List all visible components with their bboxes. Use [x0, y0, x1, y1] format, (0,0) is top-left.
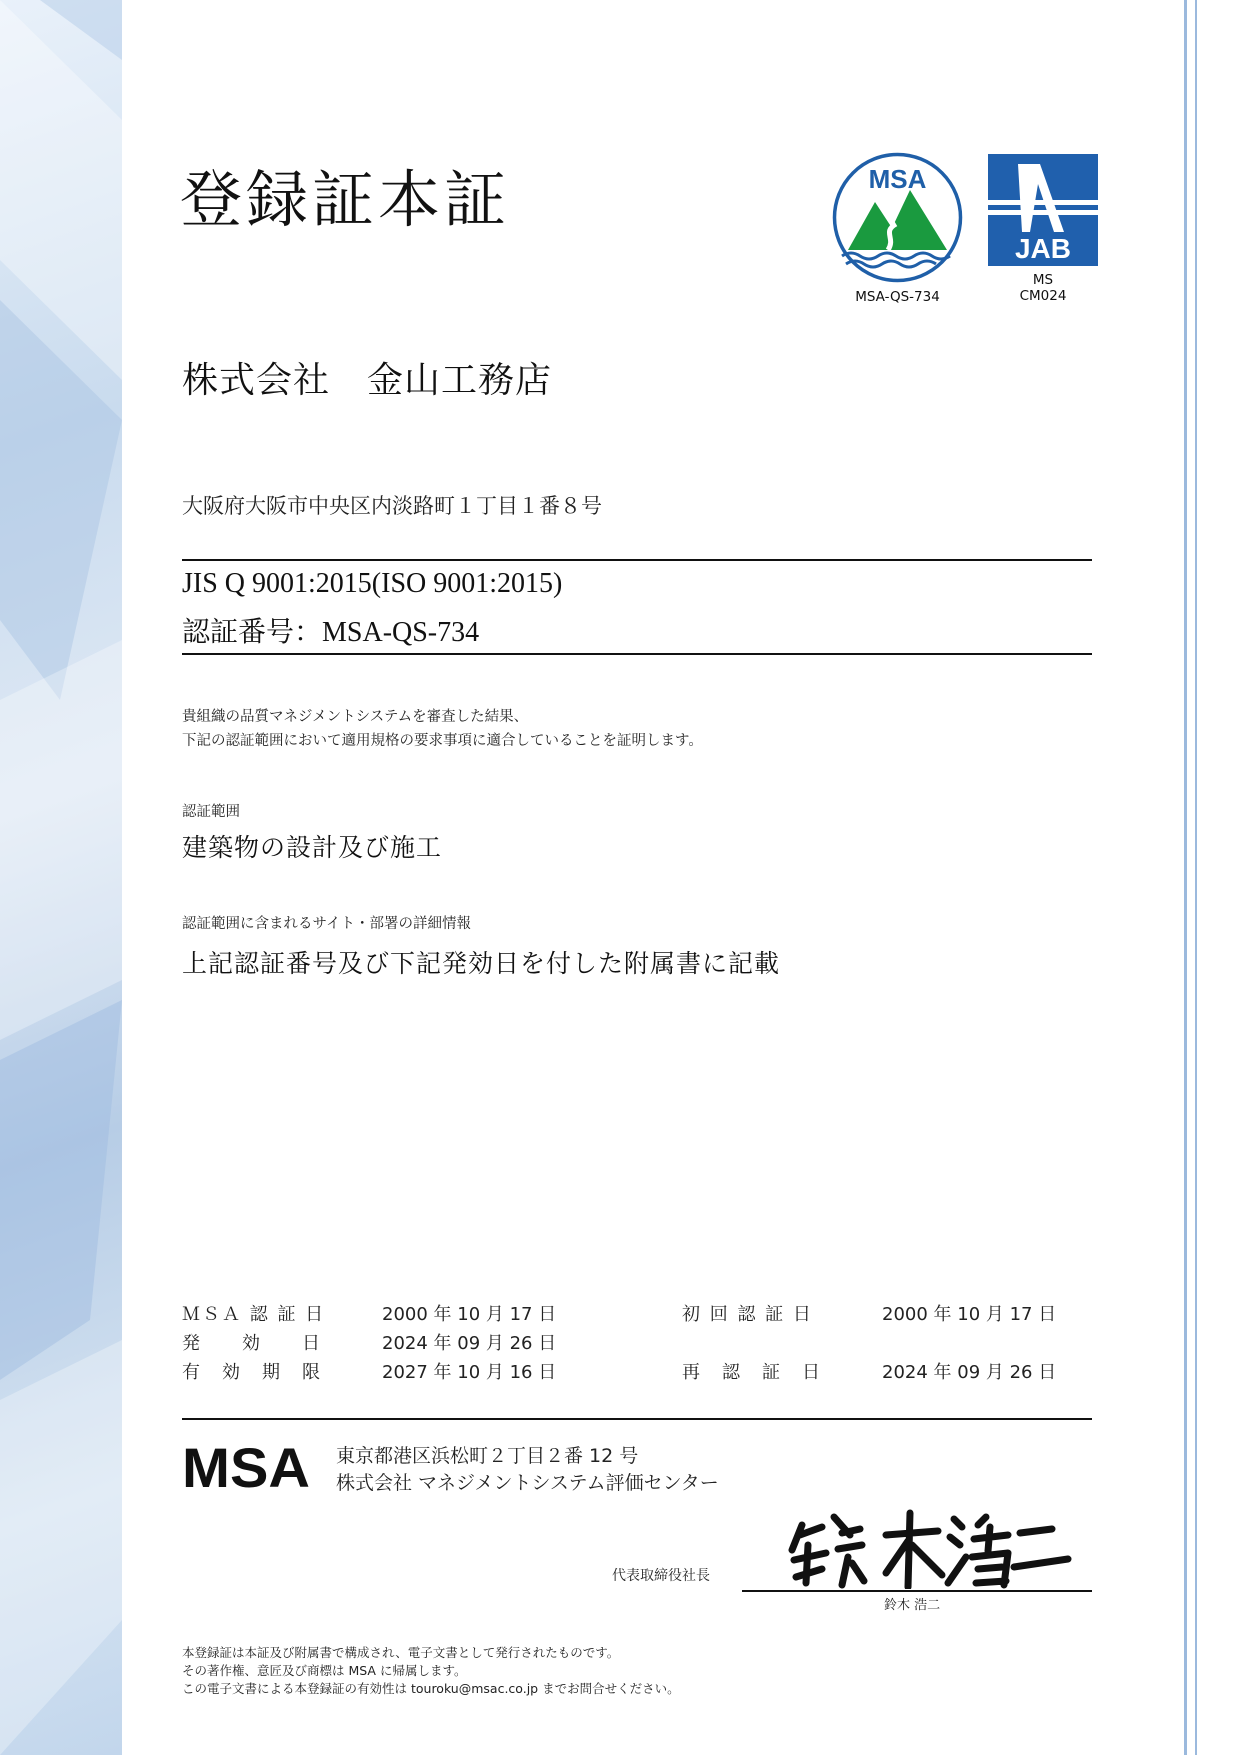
- jab-accreditation-logo: [988, 154, 1098, 304]
- divider: [182, 1418, 1092, 1420]
- scope-label: 認証範囲: [182, 804, 240, 820]
- decorative-side-band: [0, 0, 122, 1755]
- divider: [182, 653, 1092, 655]
- recert-date-value: 2024 年 09 月 26 日: [882, 1362, 1057, 1383]
- jab-logo-caption-1: MS: [1032, 272, 1054, 288]
- msa-cert-date-value: 2000 年 10 月 17 日: [382, 1304, 557, 1325]
- initial-cert-date-value: 2000 年 10 月 17 日: [882, 1304, 1057, 1325]
- jab-logo-text: JAB: [1014, 233, 1072, 264]
- detail-text: 上記認証番号及び下記発効日を付した附属書に記載: [182, 949, 781, 978]
- footer-note-2: その著作権、意匠及び商標は MSA に帰属します。: [182, 1663, 467, 1678]
- issuer-logo: [182, 1441, 312, 1497]
- footer-note-1: 本登録証は本証及び附属書で構成され、電子文書として発行されたものです。: [182, 1645, 620, 1660]
- effective-date-label: 発 効 日: [182, 1333, 322, 1354]
- issuer-name: 株式会社 マネジメントシステム評価センター: [336, 1472, 719, 1494]
- effective-date-value: 2024 年 09 月 26 日: [382, 1333, 557, 1354]
- standard-title: JIS Q 9001:2015(ISO 9001:2015): [182, 568, 563, 599]
- signature-line: [742, 1590, 1092, 1592]
- statement-line-2: 下記の認証範囲において適用規格の要求事項に適合していることを証明します。: [182, 733, 703, 749]
- msa-cert-date-label: ＭＳＡ 認 証 日: [182, 1304, 326, 1325]
- recert-date-label: 再 認 証 日: [682, 1362, 822, 1383]
- certificate-number: 認証番号：MSA-QS-734: [182, 617, 480, 648]
- issuer-address: 東京都港区浜松町２丁目２番 12 号: [336, 1445, 639, 1467]
- detail-label: 認証範囲に含まれるサイト・部署の詳細情報: [182, 916, 471, 932]
- expiry-date-value: 2027 年 10 月 16 日: [382, 1362, 557, 1383]
- issuer-logo-text: MSA: [182, 1441, 310, 1493]
- msa-logo-caption: MSA-QS-734: [855, 289, 940, 305]
- divider: [182, 559, 1092, 561]
- msa-accreditation-logo: [830, 150, 965, 305]
- footer-note-3: この電子文書による本登録証の有効性は touroku@msac.co.jp までお問合せください。: [182, 1681, 680, 1696]
- expiry-date-label: 有 効 期 限: [182, 1362, 322, 1383]
- initial-cert-date-label: 初 回 認 証 日: [682, 1304, 813, 1325]
- scope-text: 建築物の設計及び施工: [182, 833, 443, 862]
- jab-logo-caption-2: CM024: [1019, 288, 1067, 304]
- handwritten-signature: [782, 1505, 1072, 1593]
- company-address: 大阪府大阪市中央区内淡路町１丁目１番８号: [182, 494, 602, 518]
- msa-logo-text: MSA: [868, 164, 927, 194]
- signatory-name: 鈴木 浩二: [884, 1598, 941, 1613]
- certificate-title: 登録証本証: [180, 163, 511, 236]
- border-line: [1184, 0, 1187, 1755]
- representative-title: 代表取締役社長: [612, 1568, 710, 1584]
- border-line: [1195, 0, 1197, 1755]
- company-name: 株式会社 金山工務店: [182, 360, 553, 401]
- statement-line-1: 貴組織の品質マネジメントシステムを審査した結果、: [182, 709, 529, 725]
